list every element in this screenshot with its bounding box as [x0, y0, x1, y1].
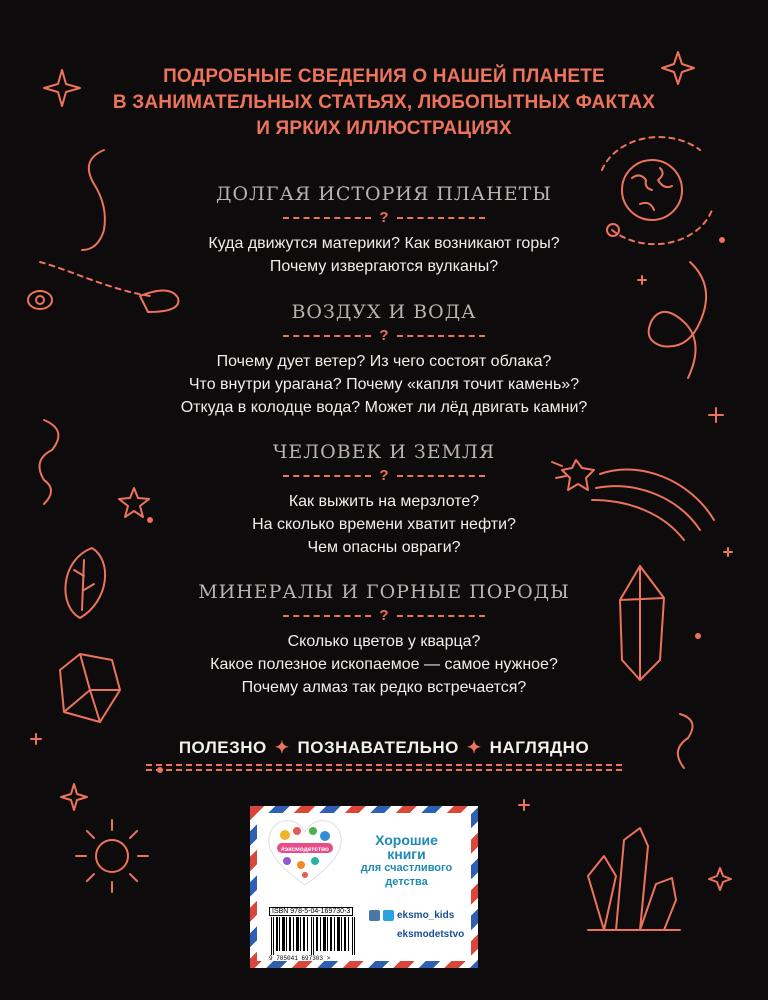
intro-heading-line: ПОДРОБНЫЕ СВЕДЕНИЯ О НАШЕЙ ПЛАНЕТЕ — [163, 66, 605, 87]
barcode-digits: 9 785041 697303 > — [269, 955, 331, 962]
section-text-line: Почему дует ветер? Из чего состоят облака? — [216, 353, 552, 370]
question-divider — [150, 468, 618, 484]
star-icon — [119, 488, 149, 517]
meteor-icon — [40, 262, 150, 296]
section-title: ЧЕЛОВЕК И ЗЕМЛЯ — [272, 441, 496, 463]
double-dashed-divider — [146, 764, 622, 774]
section-text-line: Сколько цветов у кварца? — [287, 633, 481, 650]
slogan-line: Хорошие — [375, 832, 438, 848]
social-row[interactable] — [369, 929, 464, 940]
bolt-icon: ✦ — [274, 738, 290, 757]
intro-heading-line: И ЯРКИХ ИЛЛЮСТРАЦИЯХ — [256, 118, 512, 139]
sparkle-icon — [709, 868, 731, 890]
tagline-word: ПОЗНАВАТЕЛЬНО — [297, 738, 459, 757]
section-text-line: Как выжить на мерзлоте? — [288, 493, 480, 510]
section-text-line: На сколько времени хватит нефти? — [252, 516, 516, 533]
section-title: МИНЕРАЛЫ И ГОРНЫЕ ПОРОДЫ — [198, 581, 570, 603]
crystal-cluster-icon — [588, 828, 680, 930]
social-links — [369, 910, 464, 948]
vk-icon — [369, 910, 380, 921]
social-handle[interactable]: eksmodetstvo — [397, 929, 465, 940]
telegram-icon — [383, 910, 394, 921]
barcode — [269, 917, 359, 955]
tagline-word: НАГЛЯДНО — [489, 738, 590, 757]
section-air-water — [150, 300, 618, 419]
slogan-line: детства — [385, 876, 428, 888]
heart-logo-icon — [267, 819, 343, 887]
slogan-line: книги — [387, 846, 426, 862]
leaf-icon — [65, 548, 105, 618]
section-text-line: Что внутри урагана? Почему «капля точит камень»? — [188, 376, 580, 393]
question-divider — [150, 608, 618, 624]
question-mark: ? — [379, 209, 389, 226]
section-text-line: Откуда в колодце вода? Может ли лёд двигать камни? — [180, 399, 588, 416]
question-mark: ? — [379, 607, 389, 624]
swirl-icon — [82, 150, 105, 250]
bolt-icon: ✦ — [466, 738, 482, 757]
tagline-word: ПОЛЕЗНО — [178, 738, 267, 757]
section-text-line: Какое полезное ископаемое — самое нужное? — [210, 656, 558, 673]
slogan-line: для счастливого — [360, 862, 453, 874]
gem-icon — [60, 654, 120, 722]
section-text-line: Чем опасны овраги? — [307, 539, 461, 556]
heart-logo-text: #эксмодетство — [280, 846, 330, 853]
crystal-icon — [620, 566, 664, 680]
intro-heading — [0, 64, 768, 142]
swirl-icon — [40, 420, 59, 504]
section-text-line: Почему извергаются вулканы? — [269, 258, 499, 275]
isbn-label: ISBN 978-5-04-169730-3 — [269, 907, 353, 916]
social-handle[interactable]: eksmo_kids — [397, 910, 455, 921]
section-minerals — [150, 580, 618, 699]
question-divider — [150, 210, 618, 226]
intro-heading-line: В ЗАНИМАТЕЛЬНЫХ СТАТЬЯХ, ЛЮБОПЫТНЫХ ФАКТАХ — [112, 92, 656, 113]
question-divider — [150, 328, 618, 344]
section-planet-history — [150, 182, 618, 278]
social-row[interactable] — [369, 910, 464, 921]
tagline — [0, 738, 768, 758]
question-mark: ? — [379, 327, 389, 344]
section-human-earth — [150, 440, 618, 559]
slogan — [349, 833, 464, 889]
sparkle-icon — [61, 784, 87, 810]
section-title: ДОЛГАЯ ИСТОРИЯ ПЛАНЕТЫ — [216, 183, 552, 205]
section-text-line: Почему алмаз так редко встречается? — [241, 679, 527, 696]
swirl-icon — [649, 262, 706, 378]
question-mark: ? — [379, 467, 389, 484]
publisher-sticker — [250, 806, 478, 968]
sun-icon — [96, 840, 128, 872]
section-title: ВОЗДУХ И ВОДА — [291, 301, 477, 323]
section-text-line: Куда движутся материки? Как возникают горы? — [208, 235, 560, 252]
